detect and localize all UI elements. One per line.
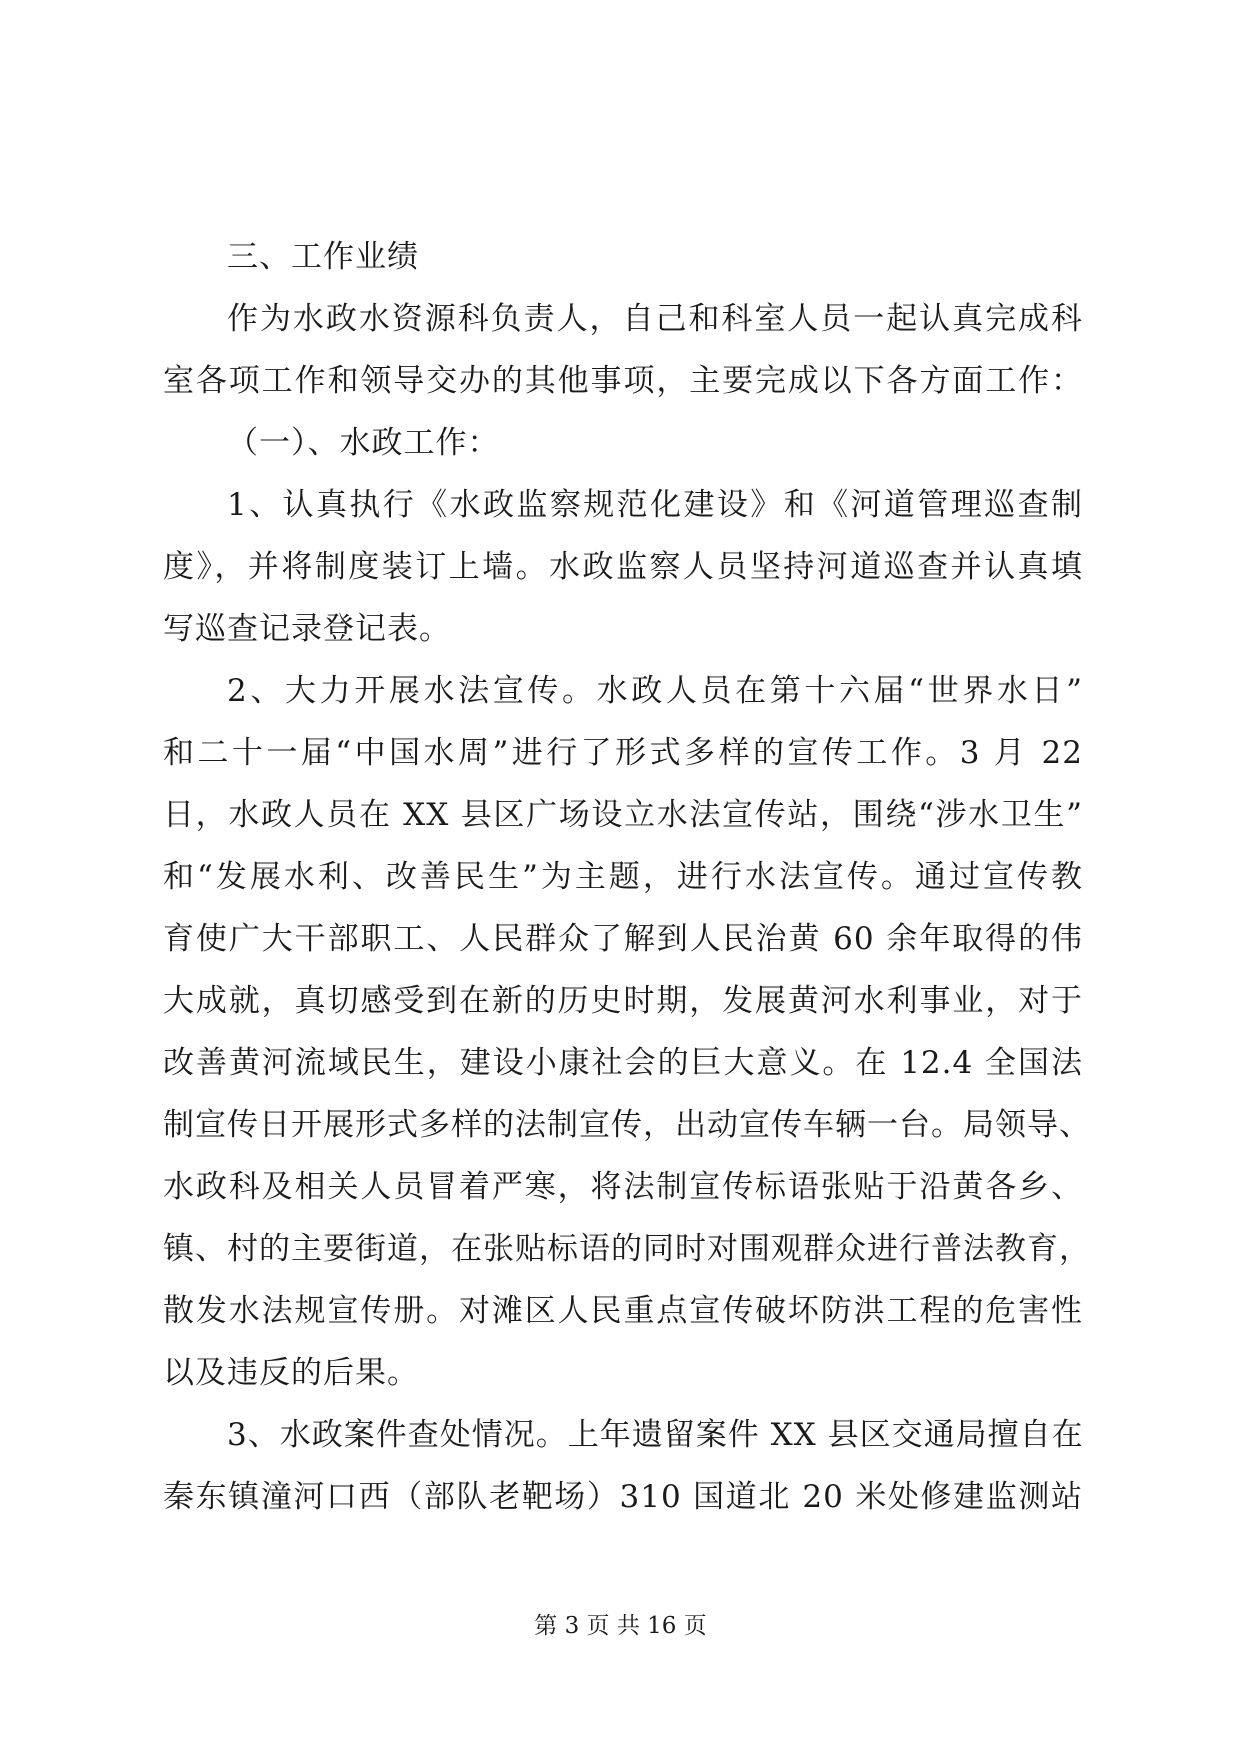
paragraph-line: 1、认真执行《水政监察规范化建设》和《河道管理巡查制 [227,487,1083,523]
paragraph-line: 3、水政案件查处情况。上年遗留案件 XX 县区交通局擅自在 [227,1417,1084,1453]
paragraph-line: 制宣传日开展形式多样的法制宣传，出动宣传车辆一台。局领导、 [163,1107,1091,1143]
paragraph-line: 改善黄河流域民生，建设小康社会的巨大意义。在 12.4 全国法 [163,1045,1083,1081]
paragraph-line: 育使广大干部职工、人民群众了解到人民治黄 60 余年取得的伟 [163,921,1083,957]
paragraph-line: 日，水政人员在 XX 县区广场设立水法宣传站，围绕“涉水卫生” [163,797,1083,833]
paragraph-line: 室各项工作和领导交办的其他事项，主要完成以下各方面工作： [163,363,1083,399]
paragraph-line: 水政科及相关人员冒着严寒，将法制宣传标语张贴于沿黄各乡、 [163,1169,1083,1205]
paragraph-line: 秦东镇潼河口西（部队老靶场）310 国道北 20 米处修建监测站 [163,1479,1083,1515]
paragraph-line: 作为水政水资源科负责人，自己和科室人员一起认真完成科 [227,301,1083,337]
paragraph-line: 大成就，真切感受到在新的历史时期，发展黄河水利事业，对于 [163,983,1083,1019]
paragraph-line: 写巡查记录登记表。 [163,611,451,647]
paragraph-line: 散发水法规宣传册。对滩区人民重点宣传破坏防洪工程的危害性 [163,1293,1083,1329]
page-number-footer: 第 3 页 共 16 页 [534,1613,707,1639]
paragraph-line: 2、大力开展水法宣传。水政人员在第十六届“世界水日” [227,673,1083,709]
paragraph-line: 和二十一届“中国水周”进行了形式多样的宣传工作。3 月 22 [163,735,1083,771]
document-body [163,226,1091,1528]
subsection-heading: （一）、水政工作： [227,425,500,461]
paragraph-line: 以及违反的后果。 [163,1355,419,1391]
paragraph-line: 镇、村的主要街道，在张贴标语的同时对围观群众进行普法教育， [163,1231,1091,1267]
paragraph-line: 度》，并将制度装订上墙。水政监察人员坚持河道巡查并认真填 [163,549,1083,585]
paragraph-line: 和“发展水利、改善民生”为主题，进行水法宣传。通过宣传教 [163,859,1083,895]
section-heading: 三、工作业绩 [227,239,419,275]
